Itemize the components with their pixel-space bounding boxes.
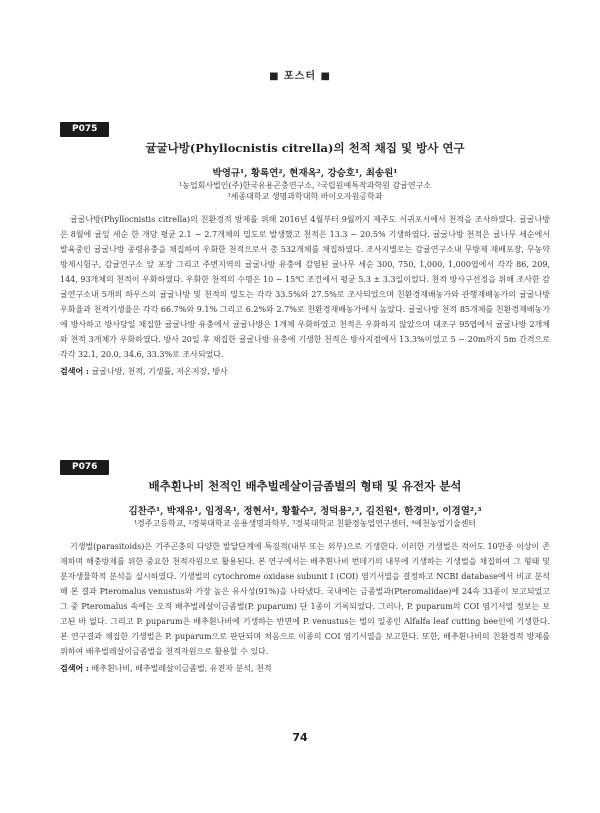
author-list: 김찬주¹, 박재유¹, 임정옥¹, 정현서¹, 황활수², 정덕용²,³, 김진원⁴, 한경미¹, 이경열²,³ bbox=[128, 506, 482, 517]
poster-code-badge: P075 bbox=[60, 122, 109, 137]
keyword-line bbox=[60, 365, 550, 378]
author-list: 박영규¹, 황록연², 현재옥², 강승호¹, 최송원¹ bbox=[212, 168, 398, 179]
journal-section-header: ■ 포스터 ■ bbox=[269, 71, 331, 82]
keyword-list: 배추흰나비, 배추벌레살이금좀벌, 유전자 분석, 천적 bbox=[91, 664, 272, 673]
abstract-body bbox=[60, 212, 550, 362]
affiliation-line: ¹농업회사법인(주)한국유용곤충연구소, ²국립원예특작과학원 감귤연구소 bbox=[178, 181, 432, 190]
affiliation-line: ³세종대학교 생명과학대학 바이오자원공학과 bbox=[227, 192, 383, 201]
paper-title: 배추흰나비 천적인 배추벌레살이금좀벌의 형태 및 유전자 분석 bbox=[148, 479, 462, 493]
keyword-label: 검색어 : bbox=[60, 663, 89, 673]
abstract-p075 bbox=[60, 116, 550, 378]
abstract-paragraph: 기생벌(parasitoids)은 기주곤충의 다양한 발달단계에 특징적(내부 또는 외부)으로 기생한다. 이러한 기생벌은 적어도 10만종 이상이 존재하며 해충방제를 위한 중요한 천적자원으로 활용된다. 본 연구에서는 배추흰나비 번데기의 내부에 기생하는 기생벌을 채집하여 그 형태 및 분자생물학적 분석을 실시하였다. 기생벌의 cytochrome oxidase subunit I (COI) 염기서열을 결정하고 NCBI database에서 비교 분석해 본 결과 Pteromalus venustus와 가장 높은 유사성(91%)을 나타냈다. 국내에는 금좀벌과(Pteromalidae)에 24속 33종이 보고되었고 그 중 Pteromalus 속에는 오직 배추벌레살이금좀벌(P. puparum) 단 1종이 기록되었다. 그러나, P. puparum의 COI 염기서열 정보는 보고된 바 없다. 그리고 P. puparum은 배추흰나비에 기생하는 반면에 P. venustus는 벌의 일종인 Alfalfa leaf cutting bee인에 기생한다. 본 연구결과 채집한 기생벌은 P. puparum으로 판단되며 처음으로 이종의 COI 염기서열을 보고한다. 또한, 배추흰나비의 친환경적 방제를 위하여 배추벌레살이금좀벌을 천적자원으로 활용할 수 있다. bbox=[60, 542, 550, 656]
keyword-label: 검색어 : bbox=[60, 366, 89, 376]
abstract-paragraph: 귤굴나방(Phyllocnistis citrella)의 친환경적 방제를 위해 2016년 4월부터 9월까지 제주도 서귀포시에서 천적을 조사하였다. 귤굴나방은 8월에 귤잎 세순 한 개당 평균 2.1 ~ 2.7개체의 밀도로 발생했고 천적은 13.3 ~ 20.5% 기생하였다. 귤굴나방 천적은 귤나무 세순에서 발육중인 귤굴나방 종령유충을 채집하여 우화한 천적으로서 총 532개체를 채집하였다. 조사지별로는 감귤연구소내 무방제 재배포장, 무농약 방제시험구, 감귤연구소 앞 포장 그리고 주변지역의 귤굴나방 유충에 감염된 귤나무 세순 300, 750, 1,000, 1,000엽에서 각각 86, 209, 144, 93개체의 천적이 우화하였다. 우화한 천적의 수명은 10 ~ 15℃ 조건에서 평균 5.3 ± 3.3일이었다. 천적 방사구선정을 위해 조사한 감귤연구소내 5개의 하우스의 귤굴나방 및 천적의 밀도는 각각 33.5%와 27.5%로 조사되었으며 친환경재배농가와 관행재배농가의 귤굴나방 우화율과 천적기생율은 각각 66.7%와 9.1% 그리고 6.2%와 2.7%로 친환경재배농가에서 높았다. 귤굴나방 천적 85개체를 친환경재배농가에 방사하고 방사당일 채집한 귤굴나방 유충에서 귤굴나방은 1개체 우화하였고 천적은 우화하지 않았으며 대조구 95엽에서 귤굴나방 2개체와 천적 3개체가 우화하였다. 방사 20일 후 채집한 귤굴나방 유충에 기생한 천적은 방사지점에서 13.3%이었고 5 ~ 20m까지 5m 간격으로 각각 32.1, 20.0, 34.6, 33.3%로 조사되었다. bbox=[60, 215, 550, 359]
keyword-line bbox=[60, 662, 550, 675]
keyword-list: 귤굴나방, 천적, 기생률, 저온저장, 방사 bbox=[91, 367, 228, 376]
poster-code-badge: P076 bbox=[60, 460, 109, 475]
paper-title: 귤굴나방(Phyllocnistis citrella)의 천적 채집 및 방사 연구 bbox=[145, 141, 465, 155]
abstract-p076 bbox=[60, 454, 550, 675]
affiliation-line: ¹경주고등학교, ²경북대학교 응용생명과학부, ³경북대학교 친환경농업연구센터, ⁴예천농업기술센터 bbox=[133, 519, 477, 528]
abstract-body bbox=[60, 539, 550, 659]
page-number: 74 bbox=[292, 731, 308, 744]
